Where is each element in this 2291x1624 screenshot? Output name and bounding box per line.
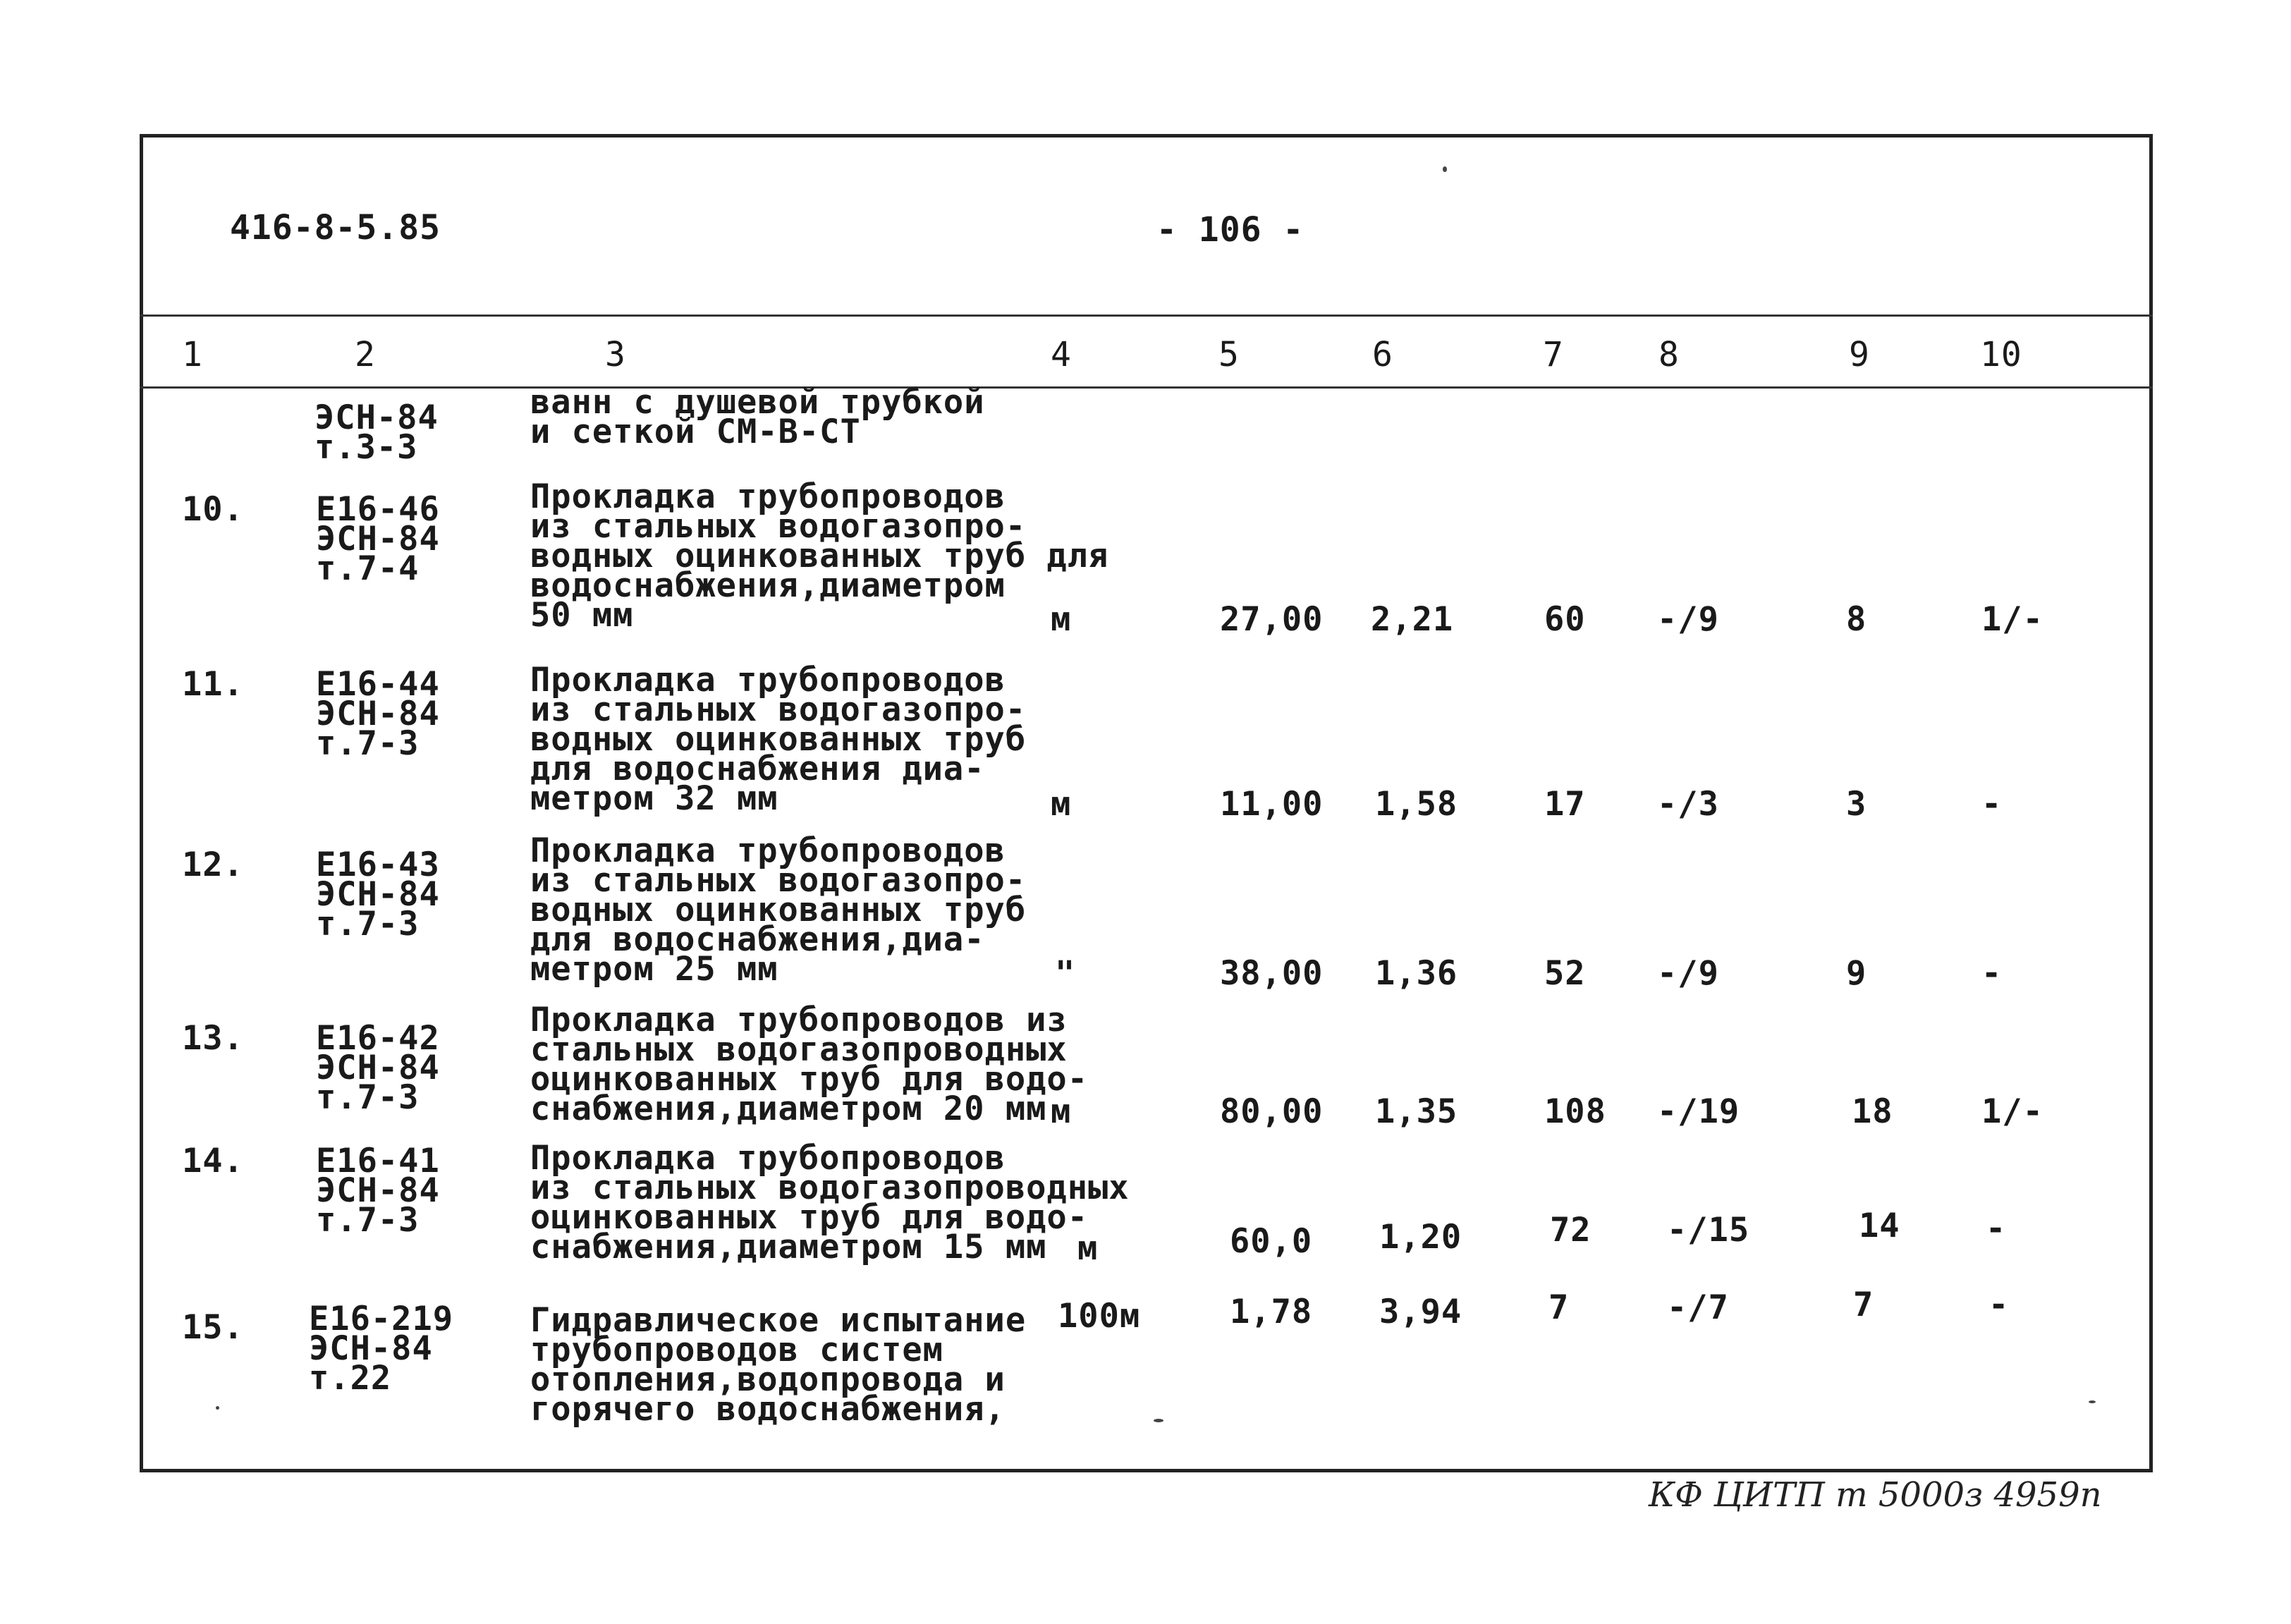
row-unit: 100м (1058, 1297, 1141, 1336)
row-col10: - (1986, 1209, 2007, 1248)
row-code: Е16-46 ЭСН-84 т.7-4 (316, 490, 440, 588)
row-col10: 1/- (1981, 600, 2043, 639)
row-col7: 108 (1544, 1092, 1606, 1131)
row-unit: м (1051, 600, 1072, 639)
row-col7: 60 (1544, 600, 1586, 639)
row-description: Прокладка трубопроводов из стальных водогазопро- водных оцинкованных труб для водоснабжения,диа- метром 25 мм (530, 831, 1027, 989)
row-code: ЭСН-84 т.3-3 (314, 398, 439, 467)
row-description: Прокладка трубопроводов из стальных водогазопроводных оцинкованных труб для водо- снабжения,диаметром 15 мм (530, 1139, 1130, 1266)
row-description: Прокладка трубопроводов из стальных водогазопро- водных оцинкованных труб для водоснабжения диа- метром 32 мм (530, 661, 1027, 818)
row-col10: - (1981, 785, 2003, 824)
row-quantity: 27,00 (1220, 600, 1324, 639)
row-col7: 52 (1544, 954, 1586, 993)
row-number: 13. (182, 1019, 244, 1058)
row-col8: -/9 (1657, 600, 1719, 639)
row-quantity: 60,0 (1230, 1222, 1313, 1261)
page-number: - 106 - (1156, 210, 1305, 250)
row-number: 15. (182, 1308, 244, 1347)
row-description: Прокладка трубопроводов из стальных водогазопро- водных оцинкованных труб для водоснабжения,диаметром 50 мм (530, 477, 1109, 635)
row-unit: м (1077, 1229, 1099, 1268)
scan-speck (216, 1406, 219, 1410)
row-col9: 9 (1846, 954, 1867, 993)
row-number: 14. (182, 1142, 244, 1180)
row-col10: - (1988, 1286, 2010, 1324)
column-header-6: 6 (1372, 335, 1393, 374)
row-quantity: 11,00 (1220, 785, 1324, 824)
row-unit: м (1051, 785, 1072, 824)
row-number: 11. (182, 665, 244, 704)
row-unit: " (1055, 954, 1076, 993)
row-price: 2,21 (1371, 600, 1454, 639)
row-col8: -/3 (1657, 785, 1719, 824)
column-header-10: 10 (1980, 335, 2022, 374)
row-description: ванн с душевой трубкой и сеткой СМ-В-СТ (530, 383, 985, 451)
row-col9: 18 (1852, 1092, 1893, 1131)
column-header-1: 1 (182, 335, 203, 374)
column-header-3: 3 (605, 335, 626, 374)
row-number: 10. (182, 490, 244, 529)
row-quantity: 1,78 (1230, 1293, 1313, 1331)
column-header-4: 4 (1051, 335, 1072, 374)
row-col9: 3 (1846, 785, 1867, 824)
row-code: Е16-219 ЭСН-84 т.22 (309, 1300, 454, 1398)
row-code: Е16-43 ЭСН-84 т.7-3 (316, 845, 440, 944)
row-price: 1,58 (1375, 785, 1458, 824)
row-quantity: 80,00 (1220, 1092, 1324, 1131)
row-col7: 17 (1544, 785, 1586, 824)
archive-stamp: КФ ЦИТП т 5000з 4959п (1649, 1475, 2102, 1515)
row-price: 3,94 (1379, 1293, 1462, 1331)
scan-speck (2089, 1400, 2096, 1403)
row-col8: -/9 (1657, 954, 1719, 993)
column-header-divider (140, 386, 2153, 389)
row-description: Прокладка трубопроводов из стальных водогазопроводных оцинкованных труб для водо- снабжения,диаметром 20 мм (530, 1001, 1089, 1128)
row-code: Е16-42 ЭСН-84 т.7-3 (316, 1019, 440, 1117)
header-divider (140, 315, 2153, 317)
row-col10: 1/- (1981, 1092, 2043, 1131)
column-header-2: 2 (355, 335, 376, 374)
row-unit: м (1051, 1092, 1072, 1131)
row-col8: -/15 (1667, 1211, 1750, 1250)
row-col7: 7 (1548, 1288, 1570, 1327)
row-col8: -/7 (1667, 1288, 1729, 1327)
row-price: 1,36 (1375, 954, 1458, 993)
row-col8: -/19 (1657, 1092, 1740, 1131)
row-col9: 8 (1846, 600, 1867, 639)
row-code: Е16-41 ЭСН-84 т.7-3 (316, 1142, 440, 1240)
column-header-8: 8 (1658, 335, 1680, 374)
row-col9: 14 (1859, 1207, 1900, 1245)
column-header-7: 7 (1543, 335, 1564, 374)
column-header-5: 5 (1218, 335, 1240, 374)
row-col10: - (1981, 954, 2003, 993)
column-header-9: 9 (1849, 335, 1870, 374)
scan-speck (1443, 166, 1447, 172)
row-price: 1,20 (1379, 1218, 1462, 1257)
row-quantity: 38,00 (1220, 954, 1324, 993)
row-col7: 72 (1550, 1211, 1592, 1250)
row-number: 12. (182, 845, 244, 884)
row-code: Е16-44 ЭСН-84 т.7-3 (316, 665, 440, 763)
scan-speck (1154, 1419, 1163, 1422)
row-col9: 7 (1853, 1286, 1874, 1324)
row-price: 1,35 (1375, 1092, 1458, 1131)
row-description: Гидравлическое испытание трубопроводов систем отопления,водопровода и горячего водоснабжения, (530, 1301, 1027, 1429)
document-code: 416-8-5.85 (230, 208, 441, 248)
